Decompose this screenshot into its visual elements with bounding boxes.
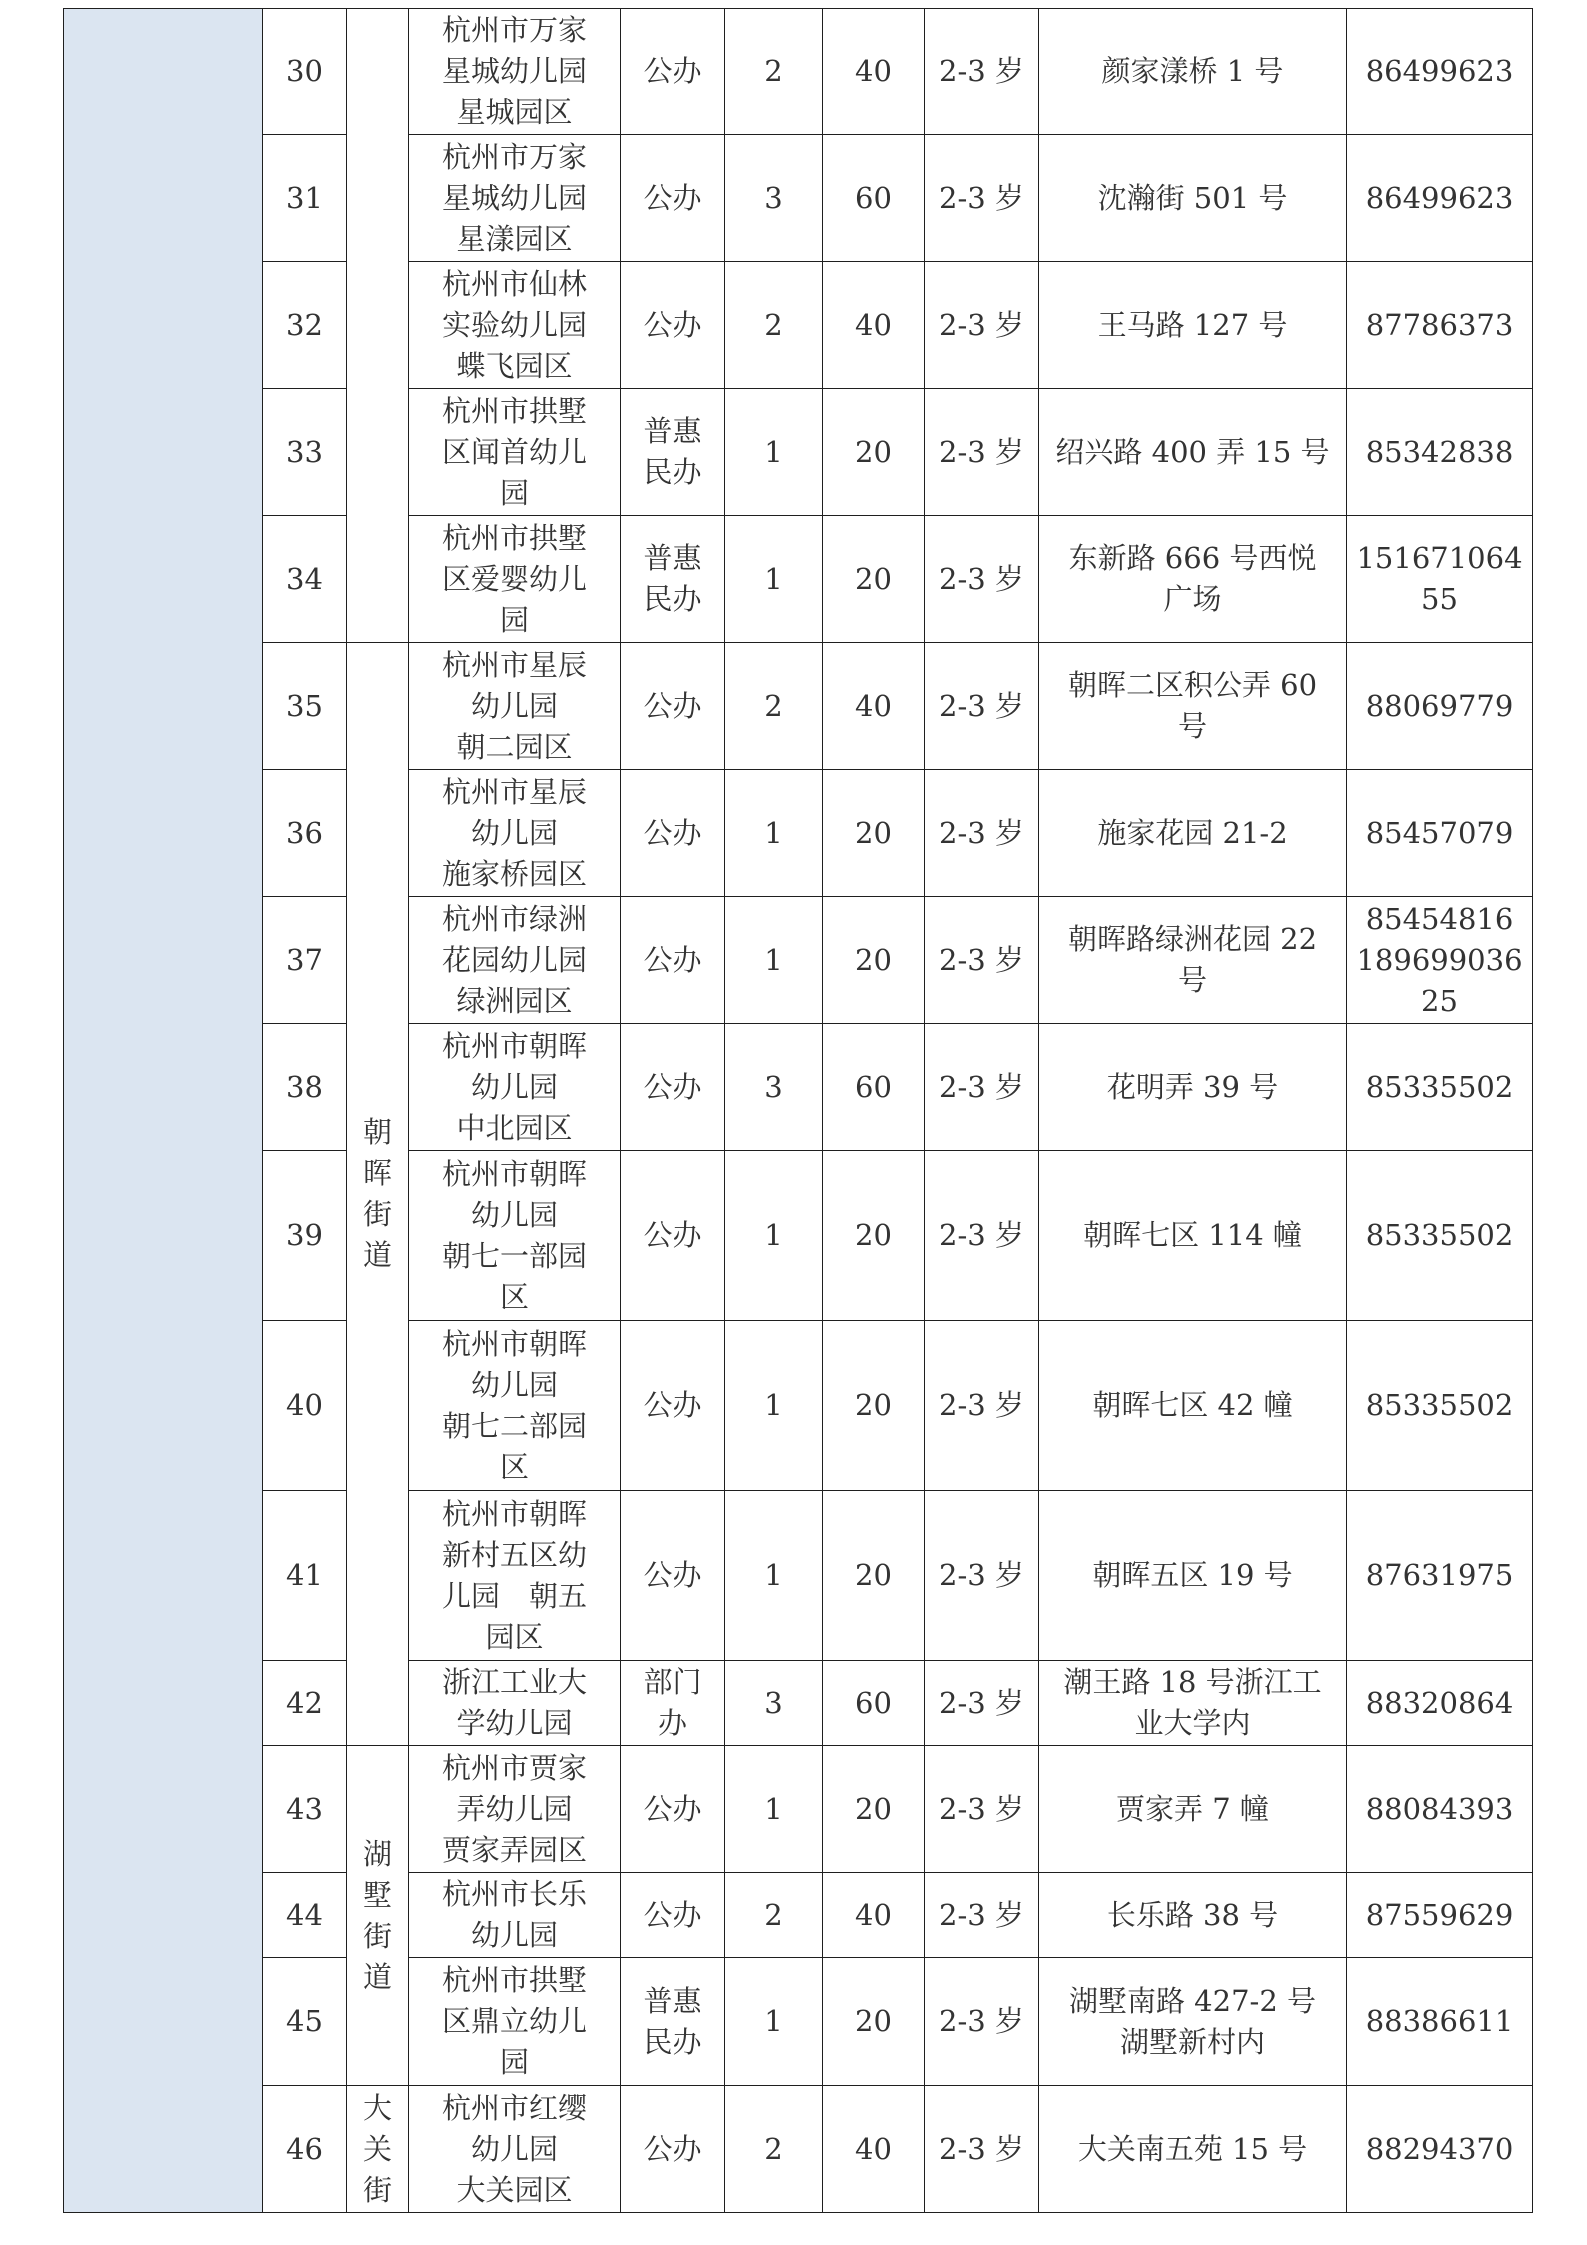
row-number: 37 bbox=[263, 897, 347, 1024]
address: 沈瀚街 501 号 bbox=[1039, 135, 1347, 262]
table-row bbox=[64, 1151, 1533, 1321]
age-range: 2-3 岁 bbox=[925, 262, 1039, 389]
class-count: 1 bbox=[725, 1491, 823, 1661]
phone: 85335502 bbox=[1347, 1024, 1533, 1151]
address: 湖墅南路 427-2 号 湖墅新村内 bbox=[1039, 1958, 1347, 2086]
school-type: 公办 bbox=[621, 1746, 725, 1873]
table-row bbox=[64, 1746, 1533, 1873]
street-cell bbox=[347, 9, 409, 643]
school-type: 公办 bbox=[621, 1024, 725, 1151]
kindergarten-name: 杭州市星辰 幼儿园 朝二园区 bbox=[409, 643, 621, 770]
school-type: 公办 bbox=[621, 262, 725, 389]
phone: 87786373 bbox=[1347, 262, 1533, 389]
class-count: 1 bbox=[725, 389, 823, 516]
seat-count: 20 bbox=[823, 770, 925, 897]
seat-count: 40 bbox=[823, 2086, 925, 2213]
row-number: 41 bbox=[263, 1491, 347, 1661]
class-count: 1 bbox=[725, 897, 823, 1024]
street-cell: 湖 墅 街 道 bbox=[347, 1746, 409, 2086]
age-range: 2-3 岁 bbox=[925, 389, 1039, 516]
address: 贾家弄 7 幢 bbox=[1039, 1746, 1347, 1873]
table-row bbox=[64, 2086, 1533, 2213]
row-number: 45 bbox=[263, 1958, 347, 2086]
age-range: 2-3 岁 bbox=[925, 1746, 1039, 1873]
table-row bbox=[64, 1873, 1533, 1958]
address: 施家花园 21-2 bbox=[1039, 770, 1347, 897]
kindergarten-name: 杭州市朝晖 新村五区幼 儿园 朝五 园区 bbox=[409, 1491, 621, 1661]
table-row bbox=[64, 262, 1533, 389]
row-number: 39 bbox=[263, 1151, 347, 1321]
phone: 87631975 bbox=[1347, 1491, 1533, 1661]
school-type: 普惠 民办 bbox=[621, 389, 725, 516]
kindergarten-name: 杭州市绿洲 花园幼儿园 绿洲园区 bbox=[409, 897, 621, 1024]
class-count: 2 bbox=[725, 262, 823, 389]
row-number: 32 bbox=[263, 262, 347, 389]
phone: 151671064 55 bbox=[1347, 516, 1533, 643]
school-type: 公办 bbox=[621, 643, 725, 770]
kindergarten-name: 杭州市朝晖 幼儿园 朝七二部园 区 bbox=[409, 1321, 621, 1491]
age-range: 2-3 岁 bbox=[925, 1873, 1039, 1958]
row-number: 43 bbox=[263, 1746, 347, 1873]
kindergarten-name: 杭州市星辰 幼儿园 施家桥园区 bbox=[409, 770, 621, 897]
age-range: 2-3 岁 bbox=[925, 1661, 1039, 1746]
row-number: 35 bbox=[263, 643, 347, 770]
class-count: 1 bbox=[725, 1321, 823, 1491]
table-row bbox=[64, 516, 1533, 643]
age-range: 2-3 岁 bbox=[925, 1151, 1039, 1321]
kindergarten-name: 杭州市贾家 弄幼儿园 贾家弄园区 bbox=[409, 1746, 621, 1873]
table-row bbox=[64, 1661, 1533, 1746]
phone: 86499623 bbox=[1347, 135, 1533, 262]
phone: 85335502 bbox=[1347, 1151, 1533, 1321]
address: 朝晖七区 114 幢 bbox=[1039, 1151, 1347, 1321]
class-count: 3 bbox=[725, 1024, 823, 1151]
school-type: 公办 bbox=[621, 2086, 725, 2213]
kindergarten-name: 杭州市朝晖 幼儿园 朝七一部园 区 bbox=[409, 1151, 621, 1321]
seat-count: 20 bbox=[823, 1958, 925, 2086]
seat-count: 60 bbox=[823, 1661, 925, 1746]
row-number: 40 bbox=[263, 1321, 347, 1491]
age-range: 2-3 岁 bbox=[925, 9, 1039, 135]
age-range: 2-3 岁 bbox=[925, 1024, 1039, 1151]
phone: 85454816 189699036 25 bbox=[1347, 897, 1533, 1024]
phone: 85457079 bbox=[1347, 770, 1533, 897]
kindergarten-name: 杭州市长乐 幼儿园 bbox=[409, 1873, 621, 1958]
street-cell: 朝 晖 街 道 bbox=[347, 643, 409, 1746]
table-row bbox=[64, 643, 1533, 770]
school-type: 公办 bbox=[621, 1151, 725, 1321]
table-row bbox=[64, 135, 1533, 262]
kindergarten-name: 杭州市仙林 实验幼儿园 蝶飞园区 bbox=[409, 262, 621, 389]
class-count: 1 bbox=[725, 1958, 823, 2086]
address: 花明弄 39 号 bbox=[1039, 1024, 1347, 1151]
address: 朝晖二区积公弄 60 号 bbox=[1039, 643, 1347, 770]
seat-count: 20 bbox=[823, 1321, 925, 1491]
street-cell: 大 关 街 bbox=[347, 2086, 409, 2213]
row-number: 46 bbox=[263, 2086, 347, 2213]
school-type: 部门 办 bbox=[621, 1661, 725, 1746]
class-count: 1 bbox=[725, 770, 823, 897]
address: 潮王路 18 号浙江工 业大学内 bbox=[1039, 1661, 1347, 1746]
school-type: 公办 bbox=[621, 9, 725, 135]
school-type: 公办 bbox=[621, 897, 725, 1024]
seat-count: 40 bbox=[823, 262, 925, 389]
row-number: 31 bbox=[263, 135, 347, 262]
class-count: 2 bbox=[725, 1873, 823, 1958]
seat-count: 20 bbox=[823, 1746, 925, 1873]
table-row bbox=[64, 9, 1533, 135]
seat-count: 20 bbox=[823, 897, 925, 1024]
phone: 88320864 bbox=[1347, 1661, 1533, 1746]
kindergarten-name: 杭州市朝晖 幼儿园 中北园区 bbox=[409, 1024, 621, 1151]
phone: 88386611 bbox=[1347, 1958, 1533, 2086]
kindergarten-name: 杭州市拱墅 区爱婴幼儿 园 bbox=[409, 516, 621, 643]
phone: 86499623 bbox=[1347, 9, 1533, 135]
seat-count: 60 bbox=[823, 1024, 925, 1151]
seat-count: 20 bbox=[823, 1491, 925, 1661]
seat-count: 40 bbox=[823, 643, 925, 770]
school-type: 公办 bbox=[621, 1321, 725, 1491]
address: 朝晖五区 19 号 bbox=[1039, 1491, 1347, 1661]
address: 颜家漾桥 1 号 bbox=[1039, 9, 1347, 135]
age-range: 2-3 岁 bbox=[925, 1491, 1039, 1661]
row-number: 44 bbox=[263, 1873, 347, 1958]
address: 王马路 127 号 bbox=[1039, 262, 1347, 389]
phone: 87559629 bbox=[1347, 1873, 1533, 1958]
seat-count: 20 bbox=[823, 1151, 925, 1321]
address: 长乐路 38 号 bbox=[1039, 1873, 1347, 1958]
age-range: 2-3 岁 bbox=[925, 770, 1039, 897]
class-count: 1 bbox=[725, 516, 823, 643]
age-range: 2-3 岁 bbox=[925, 135, 1039, 262]
kindergarten-name: 杭州市拱墅 区闻首幼儿 园 bbox=[409, 389, 621, 516]
school-type: 公办 bbox=[621, 1873, 725, 1958]
phone: 85342838 bbox=[1347, 389, 1533, 516]
row-number: 42 bbox=[263, 1661, 347, 1746]
class-count: 1 bbox=[725, 1746, 823, 1873]
address: 绍兴路 400 弄 15 号 bbox=[1039, 389, 1347, 516]
class-count: 3 bbox=[725, 135, 823, 262]
address: 大关南五苑 15 号 bbox=[1039, 2086, 1347, 2213]
kindergarten-name: 杭州市红缨 幼儿园 大关园区 bbox=[409, 2086, 621, 2213]
school-type: 普惠 民办 bbox=[621, 1958, 725, 2086]
table-row bbox=[64, 1024, 1533, 1151]
kindergarten-table bbox=[63, 8, 1533, 2213]
class-count: 1 bbox=[725, 1151, 823, 1321]
row-number: 33 bbox=[263, 389, 347, 516]
table-row bbox=[64, 389, 1533, 516]
age-range: 2-3 岁 bbox=[925, 1958, 1039, 2086]
table-row bbox=[64, 1491, 1533, 1661]
phone: 85335502 bbox=[1347, 1321, 1533, 1491]
row-number: 30 bbox=[263, 9, 347, 135]
school-type: 公办 bbox=[621, 135, 725, 262]
table-row bbox=[64, 770, 1533, 897]
class-count: 2 bbox=[725, 643, 823, 770]
seat-count: 60 bbox=[823, 135, 925, 262]
class-count: 3 bbox=[725, 1661, 823, 1746]
phone: 88294370 bbox=[1347, 2086, 1533, 2213]
school-type: 公办 bbox=[621, 1491, 725, 1661]
school-type: 普惠 民办 bbox=[621, 516, 725, 643]
age-range: 2-3 岁 bbox=[925, 897, 1039, 1024]
age-range: 2-3 岁 bbox=[925, 1321, 1039, 1491]
age-range: 2-3 岁 bbox=[925, 643, 1039, 770]
address: 朝晖七区 42 幢 bbox=[1039, 1321, 1347, 1491]
address: 朝晖路绿洲花园 22 号 bbox=[1039, 897, 1347, 1024]
phone: 88084393 bbox=[1347, 1746, 1533, 1873]
district-cell bbox=[64, 9, 263, 2213]
phone: 88069779 bbox=[1347, 643, 1533, 770]
class-count: 2 bbox=[725, 9, 823, 135]
kindergarten-name: 杭州市拱墅 区鼎立幼儿 园 bbox=[409, 1958, 621, 2086]
row-number: 34 bbox=[263, 516, 347, 643]
table-row bbox=[64, 897, 1533, 1024]
table-row bbox=[64, 1321, 1533, 1491]
seat-count: 40 bbox=[823, 9, 925, 135]
table-row bbox=[64, 1958, 1533, 2086]
kindergarten-name: 浙江工业大 学幼儿园 bbox=[409, 1661, 621, 1746]
school-type: 公办 bbox=[621, 770, 725, 897]
seat-count: 40 bbox=[823, 1873, 925, 1958]
row-number: 36 bbox=[263, 770, 347, 897]
age-range: 2-3 岁 bbox=[925, 2086, 1039, 2213]
seat-count: 20 bbox=[823, 516, 925, 643]
age-range: 2-3 岁 bbox=[925, 516, 1039, 643]
kindergarten-name: 杭州市万家 星城幼儿园 星漾园区 bbox=[409, 135, 621, 262]
class-count: 2 bbox=[725, 2086, 823, 2213]
address: 东新路 666 号西悦 广场 bbox=[1039, 516, 1347, 643]
seat-count: 20 bbox=[823, 389, 925, 516]
kindergarten-name: 杭州市万家 星城幼儿园 星城园区 bbox=[409, 9, 621, 135]
row-number: 38 bbox=[263, 1024, 347, 1151]
